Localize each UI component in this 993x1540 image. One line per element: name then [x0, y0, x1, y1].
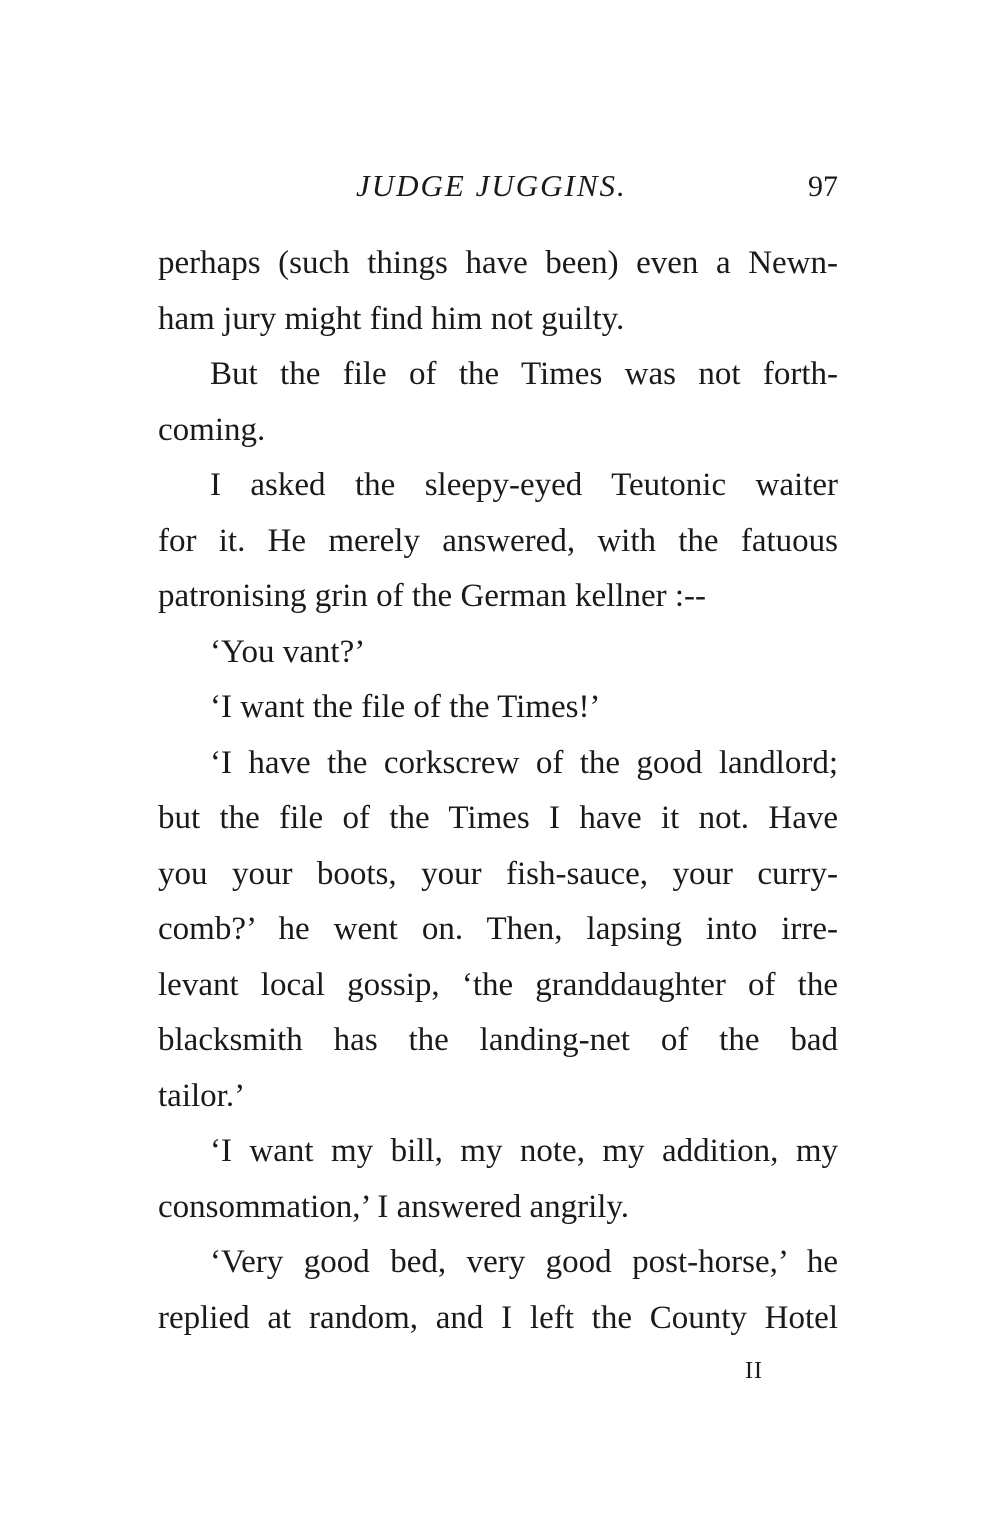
text-line: ‘Very good bed, very good post-horse,’ he [210, 1244, 838, 1280]
running-title: JUDGE JUGGINS. [356, 168, 627, 203]
text-line: ham jury might find him not guilty. [158, 300, 625, 337]
signature-mark: II [745, 1358, 763, 1384]
text-line: ‘I want the file of the Times!’ [210, 689, 601, 725]
text-line: for it. He merely answered, with the fatuous [158, 522, 838, 559]
text-line: ‘I want my bill, my note, my addition, my [210, 1133, 838, 1169]
body-text [158, 236, 838, 1346]
text-line: patronising grin of the German kellner :-- [158, 578, 706, 614]
text-line: coming. [158, 411, 266, 448]
text-line: you your boots, your fish-sauce, your curry- [158, 855, 838, 892]
text-line: ‘I have the corkscrew of the good landlord; [210, 744, 838, 781]
text-line: blacksmith has the landing-net of the bad [158, 1022, 838, 1058]
text-line: But the file of the Times was not forth- [210, 356, 838, 392]
running-head [158, 168, 838, 218]
text-line: but the file of the Times I have it not. Have [158, 800, 838, 836]
text-line: ‘You vant?’ [210, 633, 366, 670]
text-line: comb?’ he went on. Then, lapsing into irre- [158, 911, 838, 947]
text-line: consommation,’ I answered angrily. [158, 1188, 630, 1225]
text-line: tailor.’ [158, 1077, 246, 1114]
text-line: levant local gossip, ‘the granddaughter of the [158, 966, 838, 1003]
text-line: perhaps (such things have been) even a Newn- [158, 245, 838, 281]
text-line: replied at random, and I left the County Hotel [158, 1299, 838, 1336]
text-line: I asked the sleepy-eyed Teutonic waiter [210, 467, 838, 503]
page-number: 97 [808, 170, 838, 203]
